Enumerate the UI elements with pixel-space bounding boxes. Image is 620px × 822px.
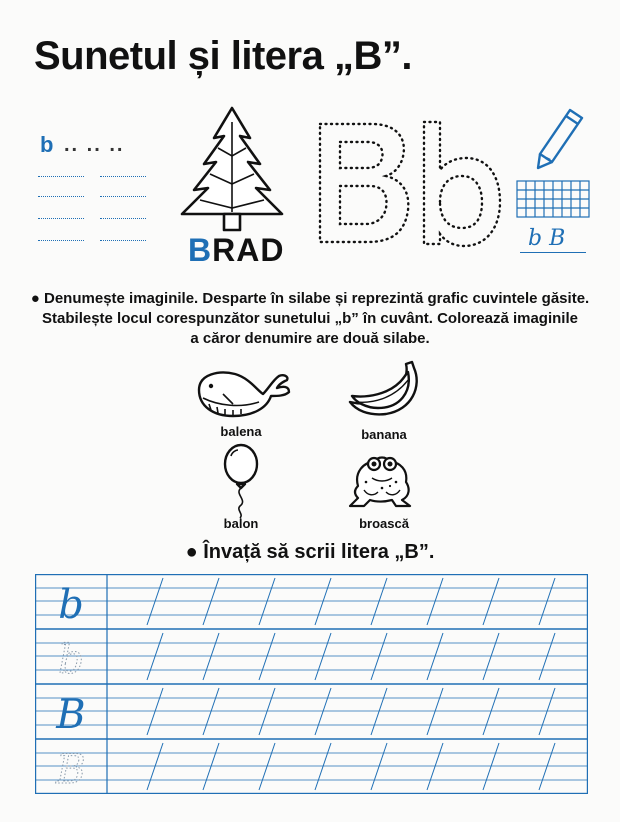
dotted-line	[100, 176, 146, 177]
dotted-line	[38, 218, 84, 219]
image-label: balon	[223, 516, 259, 531]
dotted-line	[100, 218, 146, 219]
instruction-line-1: ● Denumește imaginile. Desparte în silabe și reprezintă grafic cuvintele găsite.	[30, 290, 590, 307]
practice-glyph-1: b	[58, 582, 84, 628]
whale-icon	[193, 364, 293, 420]
writing-practice-table	[35, 574, 588, 794]
write-section-title: ● Învață să scrii litera „B”.	[185, 541, 435, 563]
image-label: banana	[361, 427, 407, 442]
practice-glyph-3: B	[56, 692, 86, 738]
pencil-icon	[532, 104, 588, 172]
instruction-line-2: Stabilește locul corespunzător sunetului „b” în cuvânt. Colorează imaginile	[42, 310, 578, 327]
dotted-line	[100, 240, 146, 241]
picture-word-rest: RAD	[212, 232, 285, 268]
picture-word	[188, 232, 284, 269]
instruction-line-3: a căror denumire are două silabe.	[190, 330, 430, 347]
practice-glyph-4: B	[56, 747, 86, 793]
balloon-icon	[222, 442, 260, 520]
handwriting-sample-text: b B	[528, 226, 566, 251]
exercise-dots: .. .. ..	[64, 134, 125, 156]
dotted-line	[38, 196, 84, 197]
image-label: balena	[220, 424, 262, 439]
frog-icon	[344, 452, 418, 512]
exercise-letter: b	[40, 132, 54, 157]
image-label: broască	[359, 516, 409, 531]
big-lowercase-b-outline	[424, 122, 500, 246]
banana-icon	[346, 358, 422, 420]
page-title: Sunetul și litera „B”.	[34, 34, 412, 78]
dotted-line	[100, 196, 146, 197]
fir-tree-icon	[176, 104, 288, 234]
handwriting-sample-line	[520, 226, 586, 253]
practice-glyph-2: b	[58, 637, 84, 683]
picture-word-first-letter: B	[188, 232, 213, 268]
dotted-line	[38, 240, 84, 241]
writing-grid-icon	[516, 180, 590, 218]
big-letters	[312, 112, 502, 252]
dotted-line	[38, 176, 84, 177]
